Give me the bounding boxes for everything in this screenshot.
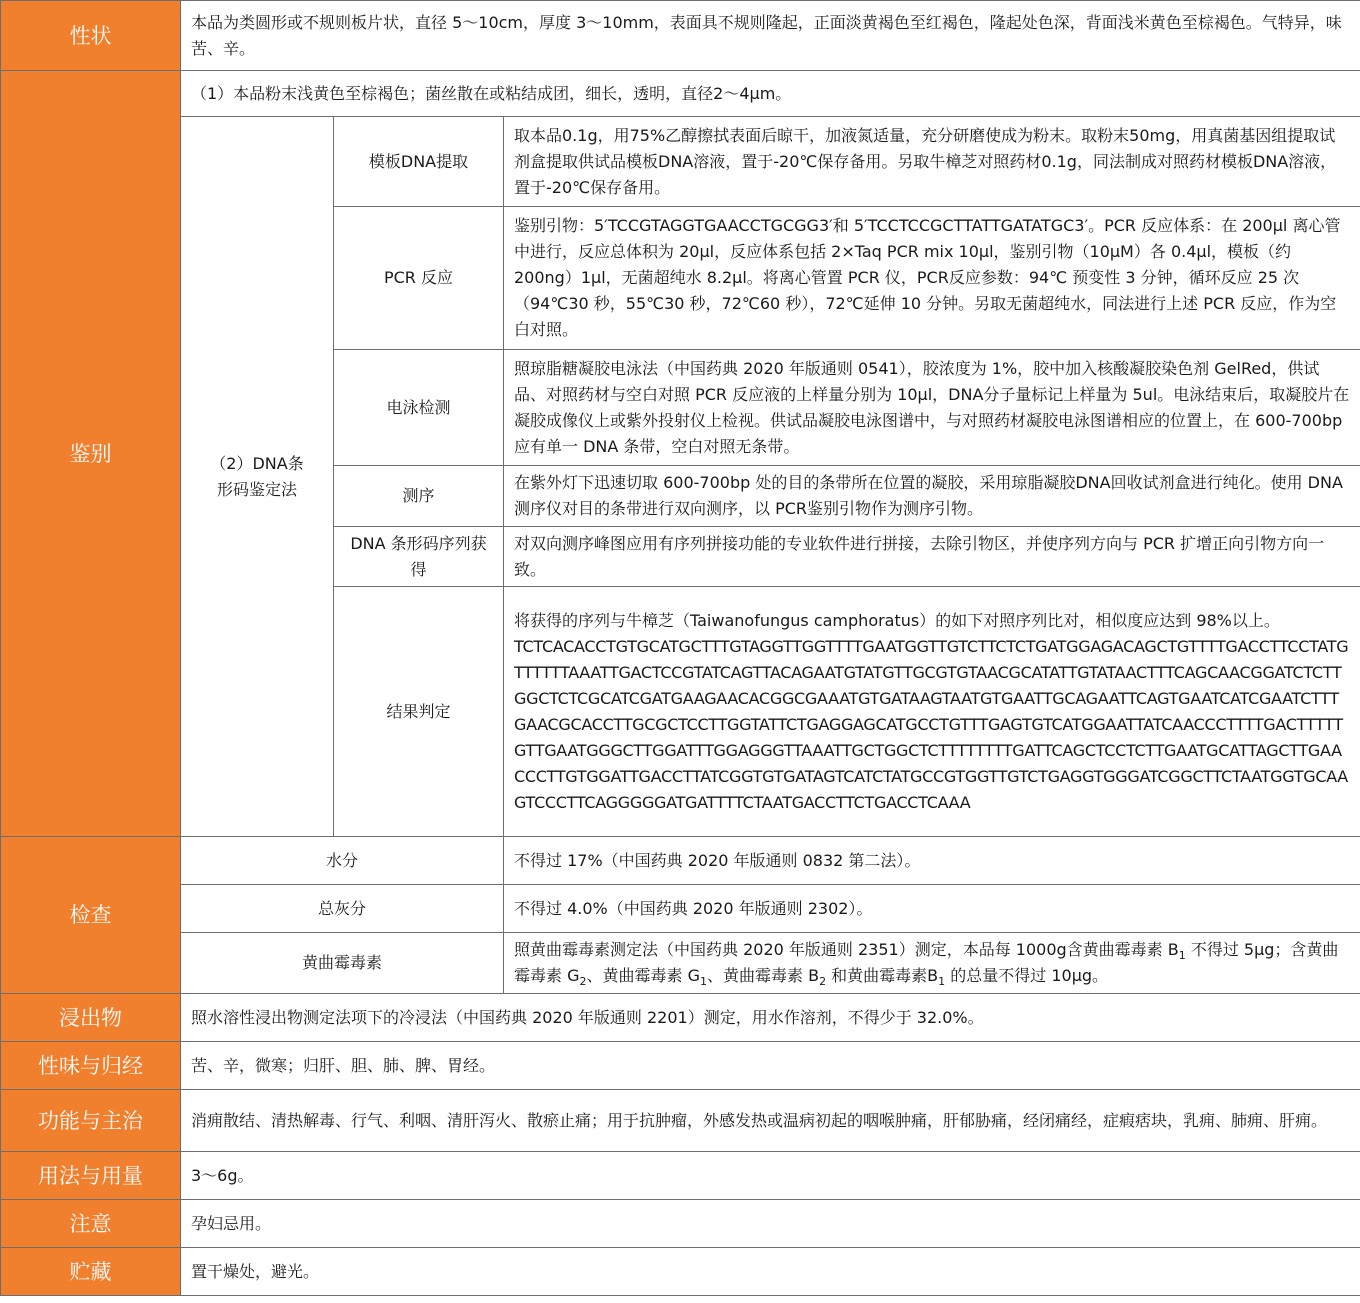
row-jiancha-water	[1, 837, 1360, 885]
row-jianbie-1	[1, 71, 1360, 117]
dna-step-text: 取本品0.1g，用75%乙醇擦拭表面后晾干，加液氮适量，充分研磨使成为粉末。取粉末50mg，用真菌基因组提取试剂盒提取供试品模板DNA溶液，置于-20℃保存备用。另取牛樟芝对照药材0.1g，同法制成对照药材模板DNA溶液，置于-20℃保存备用。	[504, 117, 1360, 207]
aflatoxin-text: 、黄曲霉毒素 G	[586, 966, 700, 985]
dna-step-name: PCR 反应	[334, 207, 504, 350]
label-jiancha: 检查	[1, 837, 181, 994]
result-criteria: 将获得的序列与牛樟芝（Taiwanofungus camphoratus）的如下对照序列比对，相似度应达到 98%以上。	[514, 610, 1280, 630]
row-zhucang	[1, 1248, 1360, 1296]
aflatoxin-text: 和黄曲霉毒素B	[826, 966, 939, 985]
label-zhucang: 贮藏	[1, 1248, 181, 1296]
label-zhuyi: 注意	[1, 1200, 181, 1248]
aflatoxin-subscript: 1	[938, 975, 946, 989]
label-xingwei: 性味与归经	[1, 1042, 181, 1090]
dna-step-text	[504, 587, 1360, 837]
aflatoxin-text: 的总量不得过 10μg。	[945, 966, 1109, 985]
aflatoxin-text: 照黄曲霉毒素测定法（中国药典 2020 年版通则 2351）测定，本品每 1000g含黄曲霉毒素 B	[514, 940, 1179, 959]
row-jiancha-aflatoxin	[1, 933, 1360, 994]
row-xingwei	[1, 1042, 1360, 1090]
content-yongfa: 3～6g。	[181, 1152, 1360, 1200]
label-jinchuwu: 浸出物	[1, 994, 181, 1042]
reference-sequence: TCTCACACCTGTGCATGCTTTGTAGGTTGGTTTTGAATGGTTGTCTTCTCTGATGGAGACAGCTGTTTTGACCTTCCTATGTTTTTTAAATTGACTCCGTATCAGTTACAGAATGTATGTTGCGTGTAACGCATATTGTATAACTTTCAGCAACGGATCTCTTGGCTCTCGCATCGATGAAGAACACGGCGAAATGTGATAAGTAATGTGAATTGCAGAATTCAGTGAATCATCGAATCTTTGAACGCACCTTGCGCTCCTTGGTATTCTGAGGAGCATGCCTGTTTGAGTGTCATGGAATTATCAACCCTTTTGACTTTTTGTTGAATGGGCTTGGATTTGGAGGGTTAAATTGCTGGCTCTTTTTTTTGATTCAGCTCCTCTTGAATGCATTAGCTTGAACCCTTGTGGATTGACCTTATCGGTGTGATAGTCATCTATGCCGTGGTTGTCTGAGGTGGGATCGGCTTCTAATGGTGCAAGTCCCTTCAGGGGGATGATTTTCTAATGACCTTCTGACCTCAAA	[514, 636, 1349, 812]
row-jinchuwu	[1, 994, 1360, 1042]
row-yongfa	[1, 1152, 1360, 1200]
content-gongneng: 消痈散结、清热解毒、行气、利咽、清肝泻火、散瘀止痛；用于抗肿瘤，外感发热或温病初起的咽喉肿痛，肝郁胁痛，经闭痛经，症瘕痞块，乳痈、肺痈、肝痈。	[181, 1090, 1360, 1152]
dna-step-name: 结果判定	[334, 587, 504, 837]
dna-method-text: （2）DNA条形码鉴定法	[210, 453, 304, 499]
check-text: 不得过 4.0%（中国药典 2020 年版通则 2302）。	[504, 885, 1360, 933]
aflatoxin-text: 不得过 5μg；含黄曲霉毒素 G	[514, 940, 1339, 985]
dna-step-text: 对双向测序峰图应用有序列拼接功能的专业软件进行拼接，去除引物区，并使序列方向与 PCR 扩增正向引物方向一致。	[504, 527, 1360, 587]
aflatoxin-subscript: 2	[819, 975, 827, 989]
check-name: 黄曲霉毒素	[181, 933, 504, 994]
check-name: 总灰分	[181, 885, 504, 933]
dna-step-row	[1, 117, 1360, 207]
check-name: 水分	[181, 837, 504, 885]
content-xingzhuang: 本品为类圆形或不规则板片状，直径 5～10cm，厚度 3～10mm，表面具不规则隆起，正面淡黄褐色至红褐色，隆起处色深，背面浅米黄色至棕褐色。气特异，味苦、辛。	[181, 1, 1360, 71]
row-xingzhuang	[1, 1, 1360, 71]
dna-step-text: 鉴别引物：5′TCCGTAGGTGAACCTGCGG3′和 5′TCCTCCGCTTATTGATATGC3′。PCR 反应体系：在 200μl 离心管中进行，反应总体积为 20μl，反应体系包括 2×Taq PCR mix 10μl，鉴别引物（10μM）各 0.4μl，模板（约 200ng）1μl，无菌超纯水 8.2μl。将离心管置 PCR 仪，PCR反应参数：94℃ 预变性 3 分钟，循环反应 25 次（94℃30 秒，55℃30 秒，72℃60 秒），72℃延伸 10 分钟。另取无菌超纯水，同法进行上述 PCR 反应，作为空白对照。	[504, 207, 1360, 350]
aflatoxin-text: 、黄曲霉毒素 B	[707, 966, 820, 985]
dna-step-text: 在紫外灯下迅速切取 600-700bp 处的目的条带所在位置的凝胶，采用琼脂凝胶DNA回收试剂盒进行纯化。使用 DNA 测序仪对目的条带进行双向测序，以 PCR鉴别引物作为测序引物。	[504, 466, 1360, 527]
content-jinchuwu: 照水溶性浸出物测定法项下的冷浸法（中国药典 2020 年版通则 2201）测定，用水作溶剂，不得少于 32.0%。	[181, 994, 1360, 1042]
content-zhuyi: 孕妇忌用。	[181, 1200, 1360, 1248]
row-zhuyi	[1, 1200, 1360, 1248]
label-gongneng: 功能与主治	[1, 1090, 181, 1152]
dna-method-label	[181, 117, 334, 837]
aflatoxin-subscript: 1	[1178, 949, 1186, 963]
dna-step-text: 照琼脂糖凝胶电泳法（中国药典 2020 年版通则 0541），胶浓度为 1%，胶中加入核酸凝胶染色剂 GelRed，供试品、对照药材与空白对照 PCR 反应液的上样量分别为 10μl，DNA分子量标记上样量为 5ul。电泳结束后，取凝胶片在凝胶成像仪上或紫外投射仪上检视。供试品凝胶电泳图谱中，与对照药材凝胶电泳图谱相应的位置上，在 600-700bp 应有单一 DNA 条带，空白对照无条带。	[504, 350, 1360, 466]
content-xingwei: 苦、辛，微寒；归肝、胆、肺、脾、胃经。	[181, 1042, 1360, 1090]
aflatoxin-subscript: 1	[700, 975, 707, 989]
label-yongfa: 用法与用量	[1, 1152, 181, 1200]
dna-step-name	[334, 527, 504, 587]
row-gongneng	[1, 1090, 1360, 1152]
aflatoxin-subscript: 2	[579, 975, 587, 989]
dna-step-name-text: DNA 条形码序列获得	[350, 533, 487, 579]
jianbie-item-1: （1）本品粉末浅黄色至棕褐色；菌丝散在或粘结成团，细长，透明，直径2～4μm。	[181, 71, 1360, 117]
label-jianbie: 鉴别	[1, 71, 181, 837]
row-jiancha-ash	[1, 885, 1360, 933]
check-text	[504, 933, 1360, 994]
content-zhucang: 置干燥处，避光。	[181, 1248, 1360, 1296]
check-text: 不得过 17%（中国药典 2020 年版通则 0832 第二法）。	[504, 837, 1360, 885]
dna-step-name: 模板DNA提取	[334, 117, 504, 207]
dna-step-name: 电泳检测	[334, 350, 504, 466]
label-xingzhuang: 性状	[1, 1, 181, 71]
dna-step-name: 测序	[334, 466, 504, 527]
